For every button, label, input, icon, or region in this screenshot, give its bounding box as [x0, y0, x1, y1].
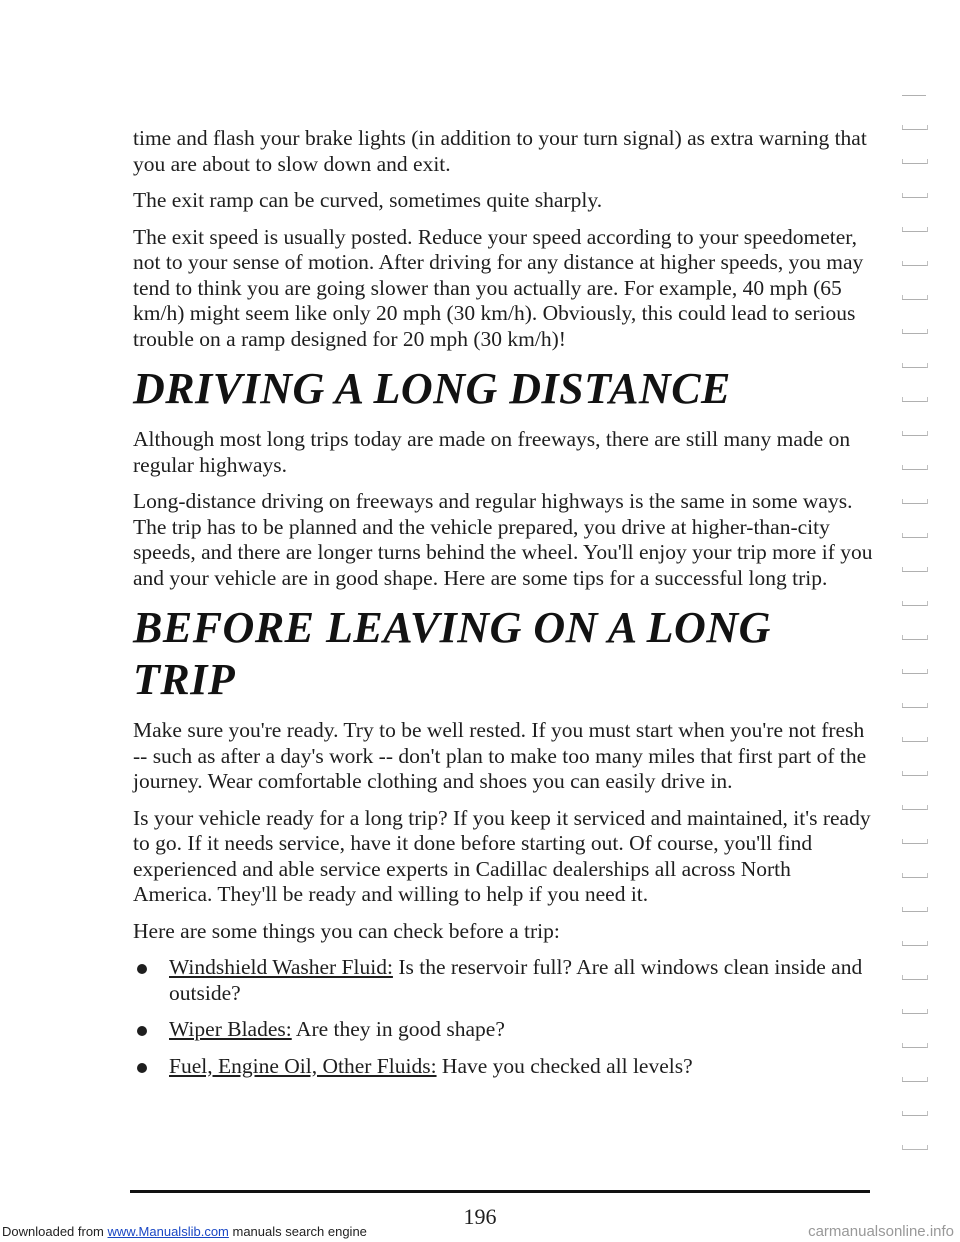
trip-checklist — [133, 955, 873, 1079]
binding-mark — [900, 401, 930, 435]
paragraph-exit-speed: The exit speed is usually posted. Reduce your speed according to your speedometer, not to your sense of motion. After driving for any distance at higher speeds, you may tend to think you are going slower than you actually are. For example, 40 mph (65 km/h) might seem like only 20 mph (30 km/h). Obviously, this could lead to serious trouble on a ramp designed for 20 mph (30 km/h)! — [133, 224, 864, 351]
binding-mark — [900, 503, 930, 537]
paragraph-exit-ramp: The exit ramp can be curved, sometimes quite sharply. — [133, 188, 603, 212]
binding-marks — [900, 95, 940, 1149]
paragraph-make-sure-ready: Make sure you're ready. Try to be well rested. If you must start when you're not fresh -- such as after a day's work -- don't plan to make too many miles that first part of the journey. Wear comfortable clothing and shoes you can easily drive in. — [133, 718, 867, 793]
heading-driving-long-distance: DRIVING A LONG DISTANCE — [133, 364, 731, 413]
binding-mark — [900, 231, 930, 265]
download-suffix: manuals search engine — [228, 1224, 367, 1239]
binding-mark — [900, 95, 930, 129]
binding-mark — [900, 333, 930, 367]
list-item — [133, 955, 873, 1006]
paragraph-checklist-intro: Here are some things you can check before a trip: — [133, 918, 560, 943]
binding-mark — [900, 435, 930, 469]
download-footer — [0, 1222, 960, 1242]
paragraph-long-distance-driving: Long-distance driving on freeways and regular highways is the same in some ways. The trip has to be planned and the vehicle prepared, you drive at higher-than-city speeds, and there are longer turns behind the wheel. You'll enjoy your trip more if you and your vehicle are in good shape. Here are some tips for a successful long trip. — [133, 489, 873, 590]
binding-mark — [900, 537, 930, 571]
download-notice — [2, 1222, 367, 1242]
checklist-term: Windshield Washer Fluid: — [169, 955, 393, 979]
bullet-icon — [137, 1026, 147, 1036]
paragraph-long-trips: Although most long trips today are made on freeways, there are still many made on regular highways. — [133, 427, 851, 477]
binding-mark — [900, 469, 930, 503]
binding-mark — [900, 843, 930, 877]
binding-mark — [900, 163, 930, 197]
binding-mark — [900, 741, 930, 775]
manualslib-link[interactable]: www.Manualslib.com — [107, 1224, 229, 1239]
bullet-icon — [137, 1063, 147, 1073]
binding-mark — [900, 639, 930, 673]
checklist-text: Have you checked all levels? — [436, 1053, 693, 1078]
binding-mark — [900, 1047, 930, 1081]
list-item — [133, 1054, 873, 1080]
page-content — [133, 126, 873, 1090]
binding-mark — [900, 1115, 930, 1149]
watermark: carmanualsonline.info — [808, 1223, 954, 1240]
binding-mark — [900, 367, 930, 401]
footer-rule — [130, 1190, 870, 1193]
bullet-icon — [137, 964, 147, 974]
binding-mark — [900, 605, 930, 639]
checklist-term: Fuel, Engine Oil, Other Fluids: — [169, 1053, 437, 1078]
list-item — [133, 1017, 873, 1043]
paragraph-vehicle-ready: Is your vehicle ready for a long trip? If you keep it serviced and maintained, it's ready to go. If it needs service, have it done before starting out. Of course, you'll find experienced and able service experts in Cadillac dealerships all across North America. They'll be ready and willing to help if you need it. — [133, 805, 871, 906]
binding-mark — [900, 673, 930, 707]
binding-mark — [900, 197, 930, 231]
binding-mark — [900, 809, 930, 843]
binding-mark — [900, 945, 930, 979]
checklist-text: Is the reservoir full? Are all windows clean inside and outside? — [169, 955, 863, 1005]
binding-mark — [900, 911, 930, 945]
checklist-text: Are they in good shape? — [291, 1017, 505, 1041]
binding-mark — [900, 707, 930, 741]
binding-mark — [900, 265, 930, 299]
page-number: 196 — [463, 1204, 497, 1229]
binding-mark — [900, 979, 930, 1013]
binding-mark — [900, 1013, 930, 1047]
binding-mark — [900, 299, 930, 333]
binding-mark — [900, 877, 930, 911]
binding-mark — [900, 1081, 930, 1115]
download-prefix: Downloaded from — [2, 1224, 108, 1239]
binding-mark — [900, 775, 930, 809]
binding-mark — [900, 129, 930, 163]
paragraph-exit-warning: time and flash your brake lights (in addition to your turn signal) as extra warning that you are about to slow down and exit. — [133, 126, 867, 176]
binding-mark — [900, 571, 930, 605]
checklist-term: Wiper Blades: — [169, 1017, 292, 1041]
heading-before-leaving: BEFORE LEAVING ON A LONG TRIP — [133, 603, 771, 704]
